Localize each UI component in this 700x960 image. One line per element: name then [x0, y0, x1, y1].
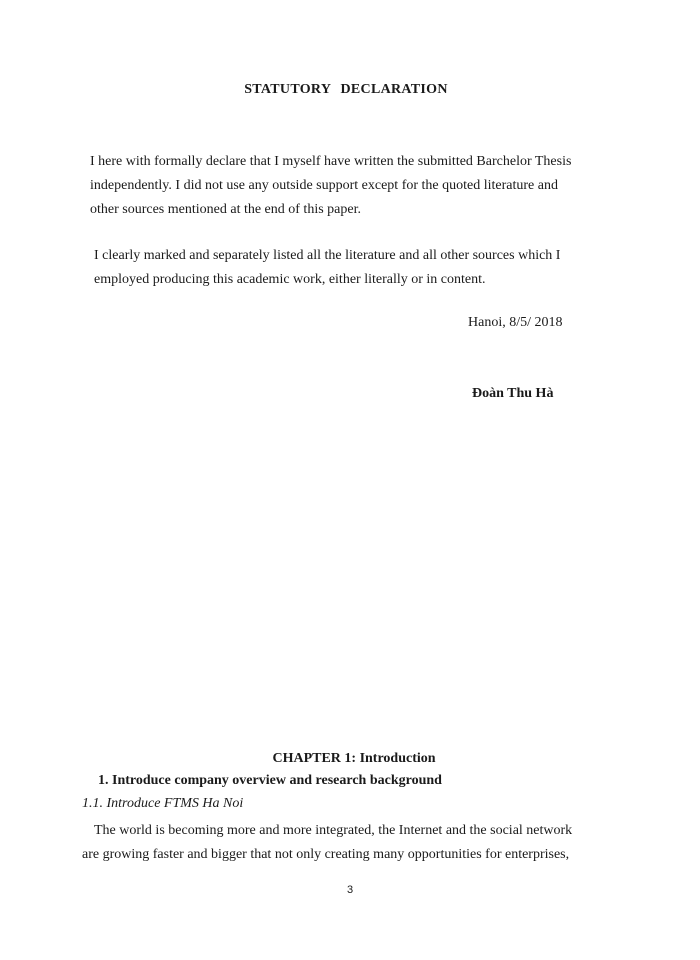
paragraph-line: other sources mentioned at the end of this paper. — [90, 202, 361, 217]
declaration-paragraph-1 — [90, 150, 571, 222]
paragraph-line: I clearly marked and separately listed all the literature and all other sources which I — [94, 248, 561, 263]
body-line: are growing faster and bigger that not only creating many opportunities for enterprises, — [82, 847, 570, 862]
paragraph-line: employed producing this academic work, either literally or in content. — [94, 272, 486, 287]
declaration-paragraph-2 — [94, 244, 560, 292]
paragraph-line: independently. I did not use any outside support except for the quoted literature and — [90, 178, 558, 193]
author-signature-name: Đoàn Thu Hà — [472, 386, 554, 401]
chapter-heading: CHAPTER 1: Introduction — [272, 751, 436, 766]
body-line: The world is becoming more and more integrated, the Internet and the social network — [94, 823, 573, 838]
paragraph-line: I here with formally declare that I myself have written the submitted Barchelor Thesis — [90, 154, 572, 169]
subsection-heading: 1.1. Introduce FTMS Ha Noi — [82, 796, 244, 811]
chapter-body-text — [82, 819, 572, 867]
page-number: 3 — [346, 884, 354, 896]
place-and-date: Hanoi, 8/5/ 2018 — [468, 315, 563, 330]
section-heading: 1. Introduce company overview and research background — [98, 773, 442, 788]
declaration-title: STATUTORY DECLARATION — [244, 82, 448, 97]
